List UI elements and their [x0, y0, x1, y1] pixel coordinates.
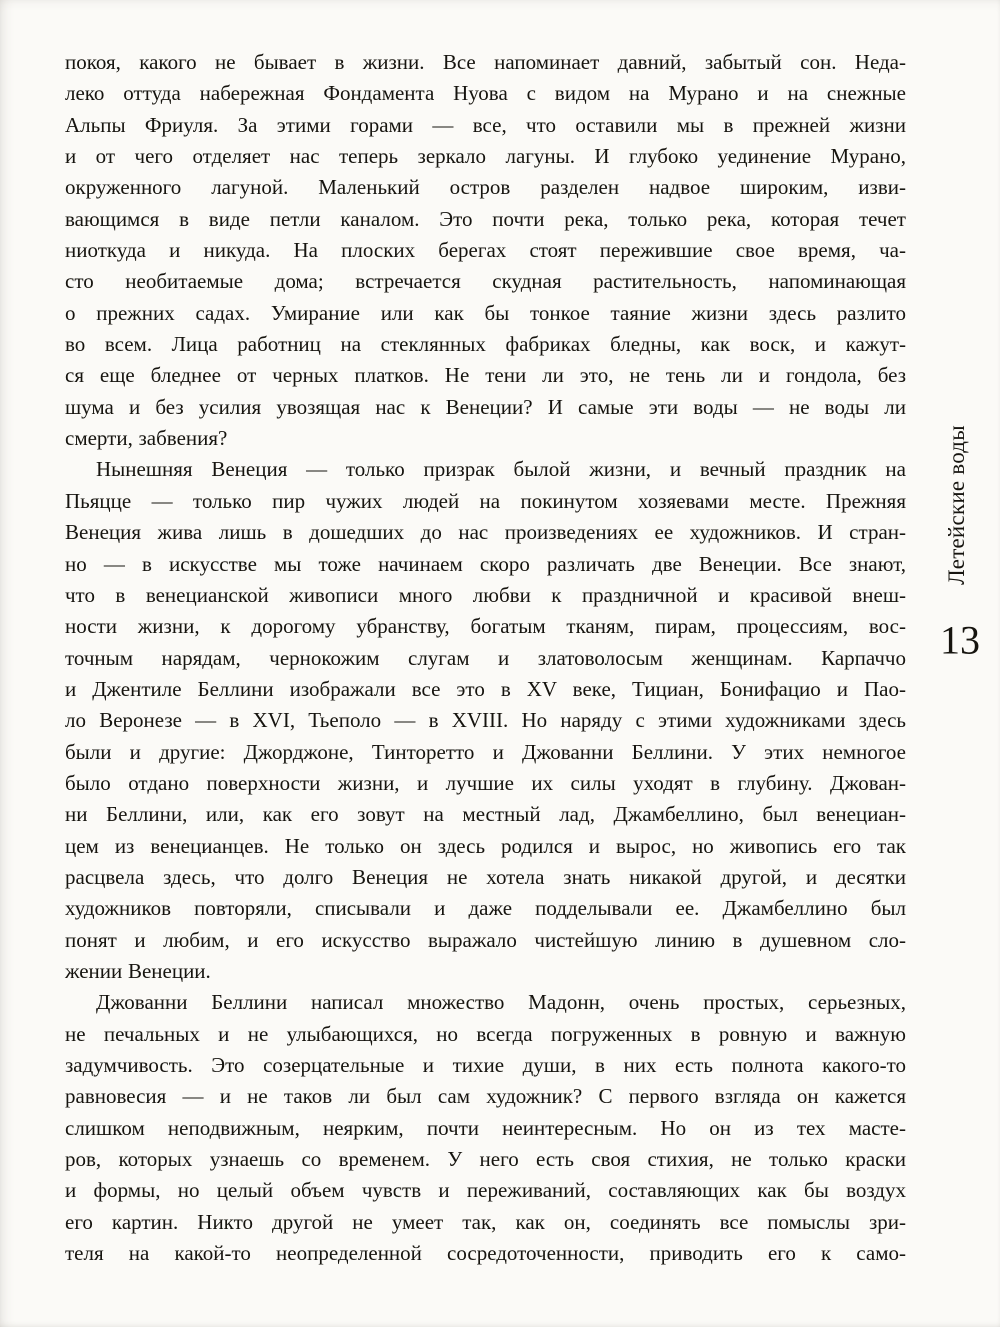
text-line: ниоткуда и никуда. На плоских берегах стоят пережившие свое время, ча-	[65, 238, 906, 263]
text-line: вающимся в виде петли каналом. Это почти река, только река, которая течет	[65, 206, 906, 231]
text-line: его картин. Никто другой не умеет так, как он, соединять все помыслы зри-	[65, 1209, 906, 1234]
text-line: расцвела здесь, что долго Венеция не хотела знать никакой другой, и десятки	[65, 864, 906, 889]
running-title-vertical: Летейские воды	[944, 425, 969, 585]
text-line: ни Беллини, или, как его зовут на местный лад, Джамбеллино, был венециан-	[65, 802, 906, 827]
text-line: и от чего отделяет нас теперь зеркало лагуны. И глубоко уединение Мурано,	[65, 144, 906, 169]
text-line: леко оттуда набережная Фондамента Нуова с видом на Мурано и на снежные	[65, 81, 906, 106]
text-line: окруженного лагуной. Маленький остров разделен надвое широким, изви-	[65, 175, 906, 200]
text-line: было отдано поверхности жизни, и лучшие их силы уходят в глубину. Джован-	[65, 770, 906, 795]
body-text-block	[65, 47, 906, 1269]
text-line: художников повторяли, списывали и даже подделывали ее. Джамбеллино был	[65, 896, 906, 921]
page-number: 13	[940, 617, 980, 663]
text-line: и формы, но целый объем чувств и переживаний, составляющих как бы воздух	[65, 1178, 906, 1203]
text-line: не печальных и не улыбающихся, но всегда погруженных в ровную и важную	[65, 1021, 906, 1046]
text-line: ло Веронезе — в XVI, Тьеполо — в XVIII. Но наряду с этими художниками здесь	[65, 708, 906, 733]
text-line: во всем. Лица работниц на стеклянных фабриках бледны, как воск, и кажут-	[65, 332, 906, 357]
text-line: и Джентиле Беллини изображали все это в XV веке, Тициан, Бонифацио и Пао-	[65, 676, 906, 701]
text-line: были и другие: Джорджоне, Тинторетто и Джованни Беллини. У этих немногое	[65, 739, 906, 764]
text-line: шума и без усилия увозящая нас к Венеции? И самые эти воды — не воды ли	[65, 394, 906, 419]
text-line: покоя, какого не бывает в жизни. Все напоминает давний, забытый сон. Неда-	[65, 50, 906, 74]
text-line: но — в искусстве мы тоже начинаем скоро различать две Венеции. Все знают,	[65, 551, 906, 576]
text-line: цем из венецианцев. Не только он здесь родился и вырос, но живопись его так	[65, 833, 906, 858]
text-line: ся еще бледнее от черных платков. Не тени ли это, не тень ли и гондола, без	[65, 363, 906, 388]
text-line: жении Венеции.	[65, 958, 211, 983]
text-line: ров, которых узнаешь со временем. У него есть своя стихия, не только краски	[65, 1147, 906, 1172]
text-line: что в венецианской живописи много любви к праздничной и красивой внеш-	[65, 582, 906, 607]
text-line: Венеция жива лишь в дошедших до нас произведениях ее художников. И стран-	[65, 520, 906, 545]
text-line: Джованни Беллини написал множество Мадонн, очень простых, серьезных,	[96, 990, 906, 1015]
text-line: задумчивость. Это созерцательные и тихие души, в них есть полнота какого-то	[65, 1053, 906, 1077]
text-line: о прежних садах. Умирание или как бы тонкое таяние жизни здесь разлито	[65, 300, 906, 325]
text-line: Альпы Фриуля. За этими горами — все, что оставили мы в прежней жизни	[65, 112, 906, 137]
text-line: понят и любим, и его искусство выражало чистейшую линию в душевном сло-	[65, 927, 906, 952]
text-line: смерти, забвения?	[65, 426, 228, 451]
text-line: сто необитаемые дома; встречается скудная растительность, напоминающая	[65, 269, 906, 294]
text-line: равновесия — и не таков ли был сам художник? С первого взгляда он кажется	[65, 1084, 906, 1109]
text-line: теля на какой-то неопределенной сосредоточенности, приводить его к само-	[65, 1241, 906, 1266]
text-line: Пьяцце — только пир чужих людей на покинутом хозяевами месте. Прежняя	[65, 488, 906, 513]
text-line: Нынешняя Венеция — только призрак былой жизни, и вечный праздник на	[96, 457, 906, 482]
text-line: слишком неподвижным, неярким, почти неинтересным. Но он из тех масте-	[65, 1115, 906, 1140]
text-line: ности жизни, к дорогому убранству, богатым тканям, пирам, процессиям, вос-	[65, 614, 906, 639]
text-line: точным нарядам, чернокожим слугам и златоволосым женщинам. Карпаччо	[65, 645, 906, 670]
